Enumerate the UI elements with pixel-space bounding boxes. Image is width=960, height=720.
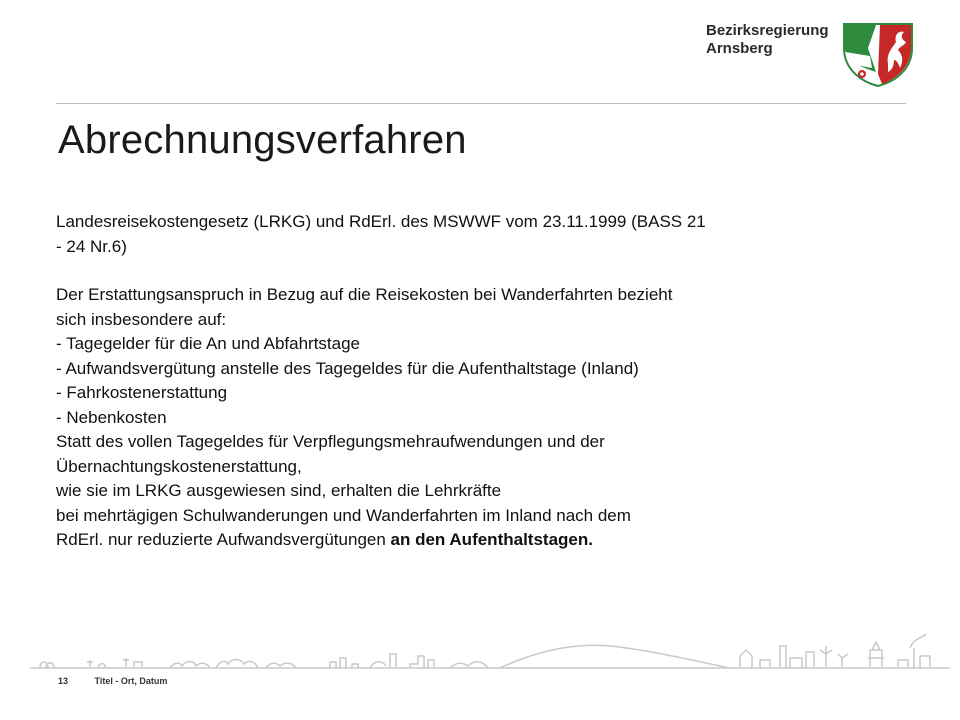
last-line-text: RdErl. nur reduzierte Aufwandsvergütungen [56, 530, 391, 549]
landscape-skyline-icon [30, 624, 950, 674]
intro-line: - 24 Nr.6) [56, 236, 127, 256]
footer-label: Titel - Ort, Datum [94, 676, 168, 686]
organization-name-line2: Arnsberg [706, 40, 773, 57]
intro-line: Landesreisekostengesetz (LRKG) und RdErl. des MSWWF vom 23.11.1999 (BASS 21 [56, 212, 706, 231]
body-line: bei mehrtägigen Schulwanderungen und Wanderfahrten im Inland nach dem [56, 505, 631, 525]
header-divider [56, 103, 906, 104]
body-line: - Fahrkostenerstattung [56, 383, 228, 402]
page-title: Abrechnungsverfahren [58, 118, 467, 162]
nrw-coat-of-arms-icon [842, 22, 914, 88]
organization-name-line1: Bezirksregierung [706, 22, 829, 39]
page-number: 13 [58, 676, 69, 686]
body-line: sich insbesondere auf: [56, 309, 227, 329]
body-line: - Tagegelder für die An und Abfahrtstage [56, 334, 361, 353]
body-line: Statt des vollen Tagegeldes für Verpflegungsmehraufwendungen und der [56, 432, 605, 451]
body-last-line [56, 528, 896, 553]
last-line-emphasis: an den Aufenthaltstagen. [390, 530, 593, 549]
paragraph-gap [56, 259, 896, 283]
footer [58, 676, 167, 686]
body-line: Übernachtungskostenerstattung, [56, 456, 302, 476]
body-line: - Aufwandsvergütung anstelle des Tagegeldes für die Aufenthaltstage (Inland) [56, 358, 639, 378]
body-text [56, 210, 896, 553]
body-line: Der Erstattungsanspruch in Bezug auf die Reisekosten bei Wanderfahrten bezieht [56, 285, 673, 304]
organization-name [706, 22, 829, 58]
body-line: wie sie im LRKG ausgewiesen sind, erhalten die Lehrkräfte [56, 481, 502, 500]
body-line: - Nebenkosten [56, 407, 167, 427]
